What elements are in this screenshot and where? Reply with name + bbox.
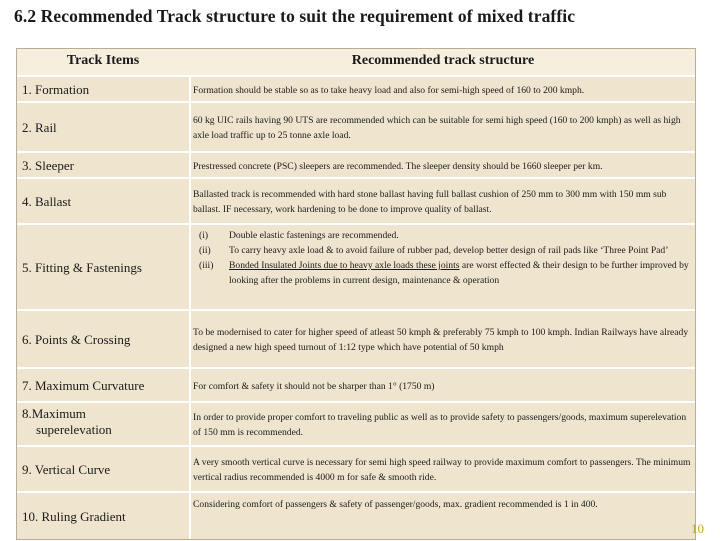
row-desc-ballast: Ballasted track is recommended with hard stone ballast having full ballast cushion of 250 mm to 300 mm with 150 mm sub ballast. IF necessary, work hardening to be done to improve quality of ballast.	[193, 189, 667, 215]
table-header	[17, 49, 695, 75]
table-row	[17, 223, 695, 311]
table-row	[17, 309, 695, 369]
page-title: 6.2 Recommended Track structure to suit the requirement of mixed traffic	[14, 6, 576, 26]
row-item-ballast: 4. Ballast	[22, 194, 72, 209]
row-desc-ruling-gradient: Considering comfort of passengers & safety of passenger/goods, max. gradient recommended is 1 in 400.	[193, 499, 598, 510]
row-desc-superelevation: In order to provide proper comfort to traveling public as well as to provide safety to passengers/goods, maximum superelevation of 150 mm is recommended.	[193, 412, 687, 438]
list-item: (iii) Bonded Insulated Joints due to heavy axle loads these joints are worst effected & their design to be further improved by looking after the problems in current design, maintenance & operation	[199, 260, 689, 286]
row-desc-sleeper: Prestressed concrete (PSC) sleepers are recommended. The sleeper density should be 1660 sleeper per km.	[193, 160, 603, 172]
header-recommended-structure: Recommended track structure	[351, 53, 535, 68]
table-row	[17, 491, 695, 541]
row-item-fittings: 5. Fitting & Fastenings	[22, 260, 142, 275]
row-item-ruling-gradient: 10. Ruling Gradient	[22, 509, 126, 524]
row-item-points-crossing: 6. Points & Crossing	[22, 332, 131, 347]
table-row	[17, 101, 695, 153]
row-item-sleeper: 3. Sleeper	[22, 158, 74, 173]
row-item-formation: 1. Formation	[22, 82, 90, 97]
row-desc-vertical-curve: A very smooth vertical curve is necessary for semi high speed railway to provide maximum comfort to passengers. The minimum vertical radius recommended is 4000 m for safe & smooth ride.	[193, 457, 691, 483]
header-track-items: Track Items	[66, 53, 140, 68]
table-row	[17, 151, 695, 179]
row-desc-fittings	[199, 228, 693, 288]
track-structure-table	[16, 48, 696, 540]
page-number: 10	[691, 521, 704, 536]
row-desc-points-crossing: To be modernised to cater for higher speed of atleast 50 kmph & preferably 75 kmph to 100 kmph. Indian Railways have already designed a new high speed turnout of 1:12 type which have potential of 50 kmph	[193, 327, 689, 353]
row-desc-curvature: For comfort & safety it should not be sharper than 1° (1750 m)	[193, 380, 435, 392]
row-item-superelevation: 8.Maximum superelevation	[22, 406, 112, 437]
row-desc-formation: Formation should be stable so as to take heavy load and also for semi-high speed of 160 to 200 kmph.	[193, 84, 585, 96]
table-row	[17, 177, 695, 225]
row-desc-rail: 60 kg UIC rails having 90 UTS are recommended which can be suitable for semi high speed (160 to 200 kmph) as well as high axle load traffic up to 25 tonne axle load.	[193, 115, 681, 141]
table-row	[17, 401, 695, 447]
table-row	[17, 367, 695, 403]
row-item-rail: 2. Rail	[22, 120, 57, 135]
row-item-vertical-curve: 9. Vertical Curve	[22, 462, 111, 477]
table-row	[17, 445, 695, 493]
table-row	[17, 75, 695, 103]
row-item-curvature: 7. Maximum Curvature	[22, 378, 145, 393]
list-item: (ii) To carry heavy axle load & to avoid failure of rubber pad, develop better design of rail pads like ‘Three Point Pad’	[199, 245, 669, 256]
list-item: (i) Double elastic fastenings are recommended.	[199, 230, 399, 241]
